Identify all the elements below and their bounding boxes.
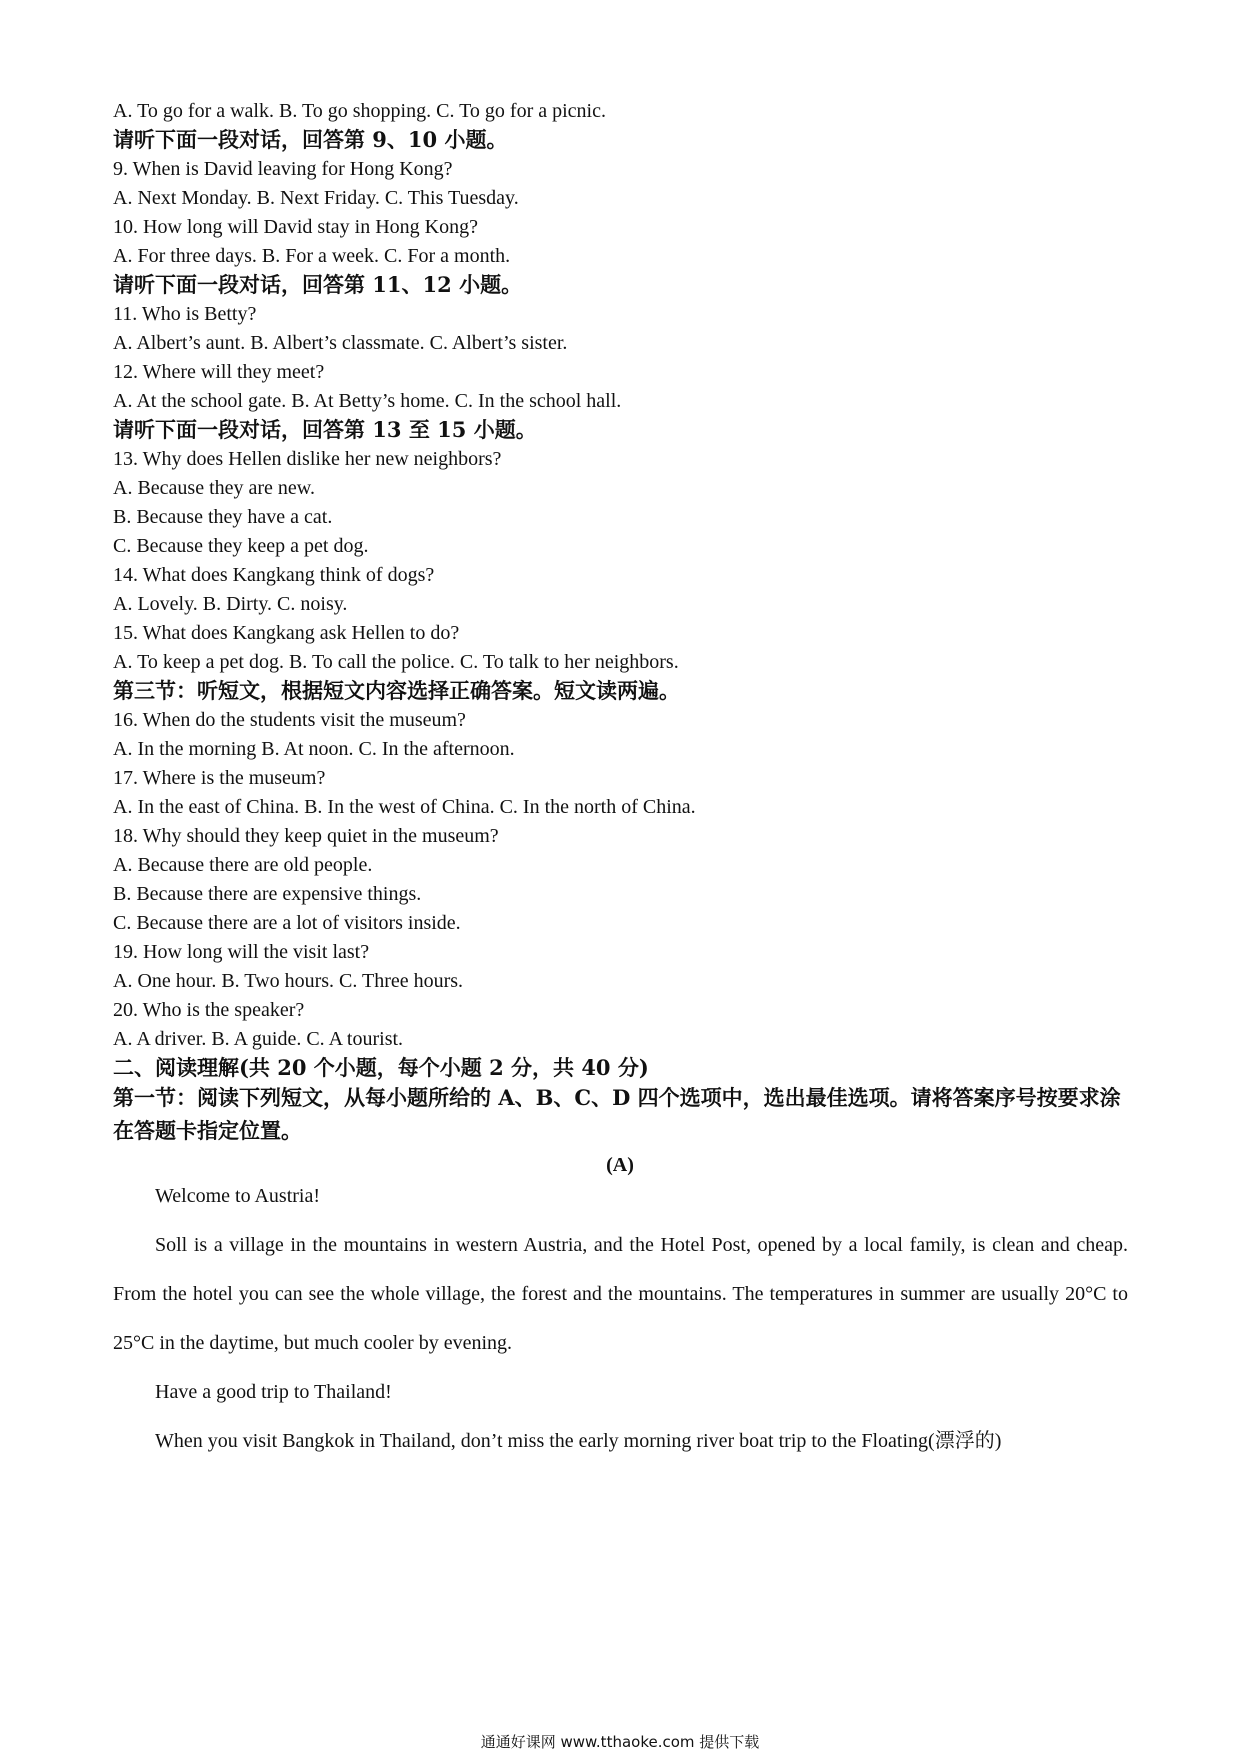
question-20: 20. Who is the speaker? [113,999,305,1021]
reading-section-title: 二、阅读理解(共 20 个小题，每个小题 2 分，共 40 分) [113,1055,649,1080]
passage-heading-austria: Welcome to Austria! [155,1185,321,1207]
question-9-options: A. Next Monday. B. Next Friday. C. This Tuesday. [113,187,519,209]
question-13-option-c: C. Because they keep a pet dog. [113,535,369,557]
question-12-options: A. At the school gate. B. At Betty’s home. C. In the school hall. [113,390,622,412]
question-15-options: A. To keep a pet dog. B. To call the police. C. To talk to her neighbors. [113,651,679,673]
question-17: 17. Where is the museum? [113,767,326,789]
question-16-options: A. In the morning B. At noon. C. In the afternoon. [113,738,515,760]
question-11: 11. Who is Betty? [113,303,257,325]
question-11-options: A. Albert’s aunt. B. Albert’s classmate. C. Albert’s sister. [113,332,568,354]
question-19: 19. How long will the visit last? [113,941,370,963]
question-9: 9. When is David leaving for Hong Kong? [113,158,453,180]
passage-paragraph-thailand: When you visit Bangkok in Thailand, don’t miss the early morning river boat trip to the Floating(漂浮的) [155,1430,1002,1452]
question-10-options: A. For three days. B. For a week. C. For a month. [113,245,511,267]
listening-instruction-9-10: 请听下面一段对话，回答第 9、10 小题。 [113,127,508,152]
reading-section-instruction: 第一节：阅读下列短文，从每小题所给的 A、B、C、D 四个选项中，选出最佳选项。请将答案序号按要求涂在答题卡指定位置。 [113,1085,1121,1143]
question-17-options: A. In the east of China. B. In the west of China. C. In the north of China. [113,796,696,818]
listening-instruction-11-12: 请听下面一段对话，回答第 11、12 小题。 [113,272,523,297]
question-16: 16. When do the students visit the museum? [113,709,466,731]
question-13: 13. Why does Hellen dislike her new neighbors? [113,448,502,470]
question-19-options: A. One hour. B. Two hours. C. Three hours. [113,970,464,992]
question-13-option-a: A. Because they are new. [113,477,315,499]
question-10: 10. How long will David stay in Hong Kong? [113,216,478,238]
question-14-options: A. Lovely. B. Dirty. C. noisy. [113,593,348,615]
question-12: 12. Where will they meet? [113,361,325,383]
page-footer: 通通好课网 www.tthaoke.com 提供下载 [480,1733,760,1751]
passage-paragraph-austria: Soll is a village in the mountains in western Austria, and the Hotel Post, opened by a local family, is clean and cheap. From the hotel you can see the whole village, the forest and the mountains. The temperatures in summer are usually 20°C to 25°C in the daytime, but much cooler by evening. [113,1234,1128,1354]
question-14: 14. What does Kangkang think of dogs? [113,564,435,586]
question-15: 15. What does Kangkang ask Hellen to do? [113,622,460,644]
question-8-options: A. To go for a walk. B. To go shopping. C. To go for a picnic. [113,100,606,122]
question-18-option-b: B. Because there are expensive things. [113,883,422,905]
passage-label: (A) [606,1154,634,1176]
question-18: 18. Why should they keep quiet in the museum? [113,825,499,847]
question-20-options: A. A driver. B. A guide. C. A tourist. [113,1028,404,1050]
passage-heading-thailand: Have a good trip to Thailand! [155,1381,392,1403]
question-18-option-a: A. Because there are old people. [113,854,373,876]
question-18-option-c: C. Because there are a lot of visitors inside. [113,912,461,934]
section-3-instruction: 第三节：听短文，根据短文内容选择正确答案。短文读两遍。 [113,678,680,703]
listening-instruction-13-15: 请听下面一段对话，回答第 13 至 15 小题。 [113,417,537,442]
question-13-option-b: B. Because they have a cat. [113,506,333,528]
